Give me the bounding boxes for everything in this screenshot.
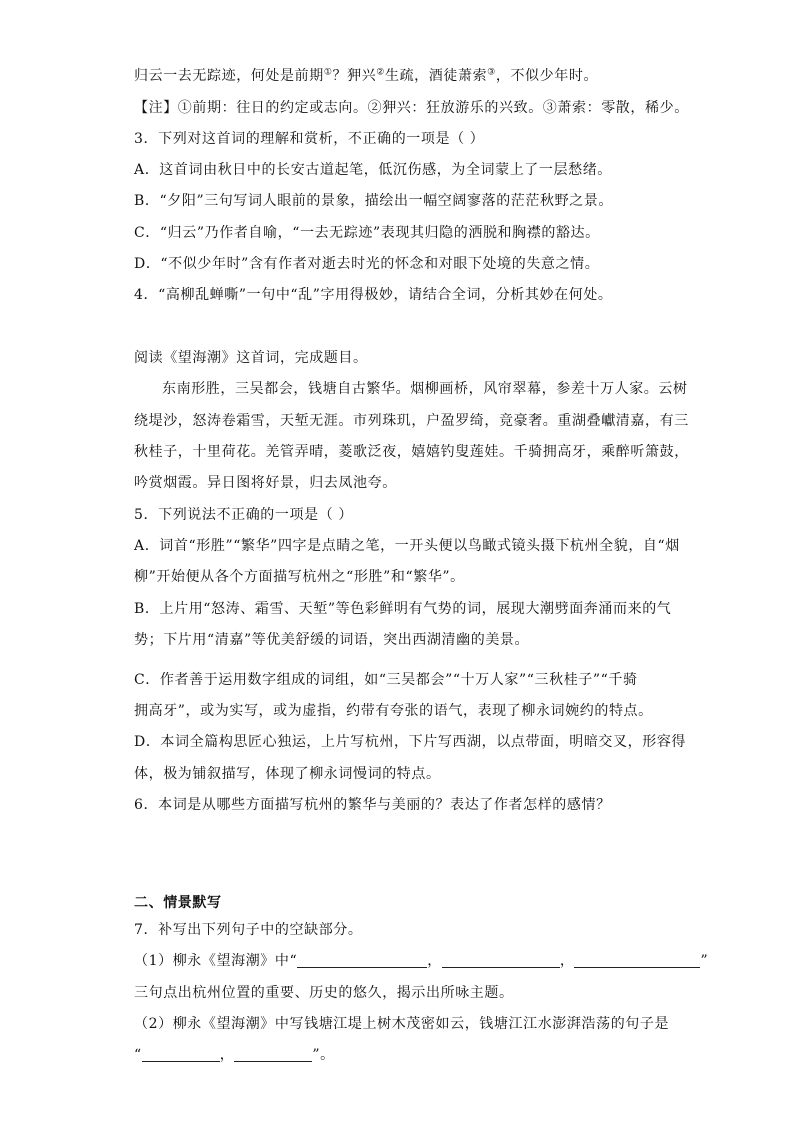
poem-note: 【注】①前期：往日的约定或志向。②狎兴：狂放游乐的兴致。③萧索：零散，稀少。 bbox=[134, 100, 689, 116]
answer-blank[interactable] bbox=[574, 953, 700, 968]
question-5-option-d-cont: 体，极为铺叙描写，体现了柳永词慢词的特点。 bbox=[134, 766, 441, 782]
question-5-option-d: D．本词全篇构思匠心独运，上片写杭州，下片写西湖，以点带面，明暗交叉，形容得 bbox=[134, 734, 687, 750]
question-7-item-2-cont: “ ， ”。 bbox=[134, 1047, 335, 1063]
question-4: 4．“高柳乱蝉嘶”一句中“乱”字用得极妙，请结合全词，分析其妙在何处。 bbox=[134, 287, 613, 303]
question-5-option-b: B．上片用“怒涛、霜雪、天堑”等色彩鲜明有气势的词，展现大潮劈面奔涌而来的气 bbox=[134, 601, 672, 617]
answer-blank[interactable] bbox=[234, 1047, 312, 1062]
poem-line: 绕堤沙，怒涛卷霜雪，天堑无涯。市列珠玑，户盈罗绮，竞豪奢。重湖叠巘清嘉，有三 bbox=[134, 413, 689, 429]
question-5-stem: 5．下列说法不正确的一项是（ ） bbox=[134, 507, 353, 523]
poem-line: 东南形胜，三吴都会，钱塘自古繁华。烟柳画桥，风帘翠幕，参差十万人家。云树 bbox=[162, 381, 688, 397]
question-3-option-a: A．这首词由秋日中的长安古道起笔，低沉伤感，为全词蒙上了一层愁绪。 bbox=[134, 162, 612, 178]
question-5-option-a: A．词首“形胜”“繁华”四字是点睛之笔，一开头便以鸟瞰式镜头摄下杭州全貌，自“烟 bbox=[134, 538, 680, 554]
question-3-option-d: D．“不似少年时”含有作者对逝去时光的怀念和对眼下处境的失意之情。 bbox=[134, 256, 600, 272]
answer-blank[interactable] bbox=[142, 1047, 220, 1062]
section-heading: 二、情景默写 bbox=[134, 895, 222, 911]
question-5-option-c-cont: 拥高牙”，或为实写，或为虚指，约带有夸张的语气，表现了柳永词婉约的特点。 bbox=[134, 703, 653, 719]
question-3-option-c: C．“归云”乃作者自喻，“一去无踪迹”表现其归隐的洒脱和胸襟的豁达。 bbox=[134, 225, 600, 241]
question-5-option-a-cont: 柳”开始便从各个方面描写杭州之“形胜”和“繁华”。 bbox=[134, 569, 465, 585]
question-7-item-1-cont: 三句点出杭州位置的重要、历史的悠久，揭示出所咏主题。 bbox=[134, 985, 514, 1001]
question-5-option-c: C．作者善于运用数字组成的词组，如“三吴都会”“十万人家”“三秋桂子”“千骑 bbox=[134, 672, 638, 688]
poem-last-line: 归云一去无踪迹，何处是前期①？狎兴②生疏，酒徒萧索③，不似少年时。 bbox=[134, 67, 599, 84]
poem-line: 秋桂子，十里荷花。羌管弄晴，菱歌泛夜，嬉嬉钓叟莲娃。千骑拥高牙，乘醉听箫鼓， bbox=[134, 444, 689, 460]
question-5-option-b-cont: 势；下片用“清嘉”等优美舒缓的词语，突出西湖清幽的美景。 bbox=[134, 632, 530, 648]
question-6: 6．本词是从哪些方面描写杭州的繁华与美丽的？表达了作者怎样的感情？ bbox=[134, 797, 611, 813]
reading-intro: 阅读《望海潮》这首词，完成题目。 bbox=[134, 350, 368, 366]
answer-blank[interactable] bbox=[442, 953, 560, 968]
answer-blank[interactable] bbox=[297, 953, 427, 968]
question-7-item-1: （1）柳永《望海潮》中“ ， ， ” bbox=[134, 953, 709, 969]
question-7-stem: 7．补写出下列句子中的空缺部分。 bbox=[134, 922, 363, 938]
poem-line: 吟赏烟霞。异日图将好景，归去凤池夸。 bbox=[134, 475, 397, 491]
question-3-option-b: B．“夕阳”三句写词人眼前的景象，描绘出一幅空阔寥落的茫茫秋野之景。 bbox=[134, 193, 614, 209]
question-3-stem: 3．下列对这首词的理解和赏析，不正确的一项是（ ） bbox=[134, 131, 485, 147]
question-7-item-2: （2）柳永《望海潮》中写钱塘江堤上树木茂密如云，钱塘江江水澎湃浩荡的句子是 bbox=[134, 1016, 670, 1032]
